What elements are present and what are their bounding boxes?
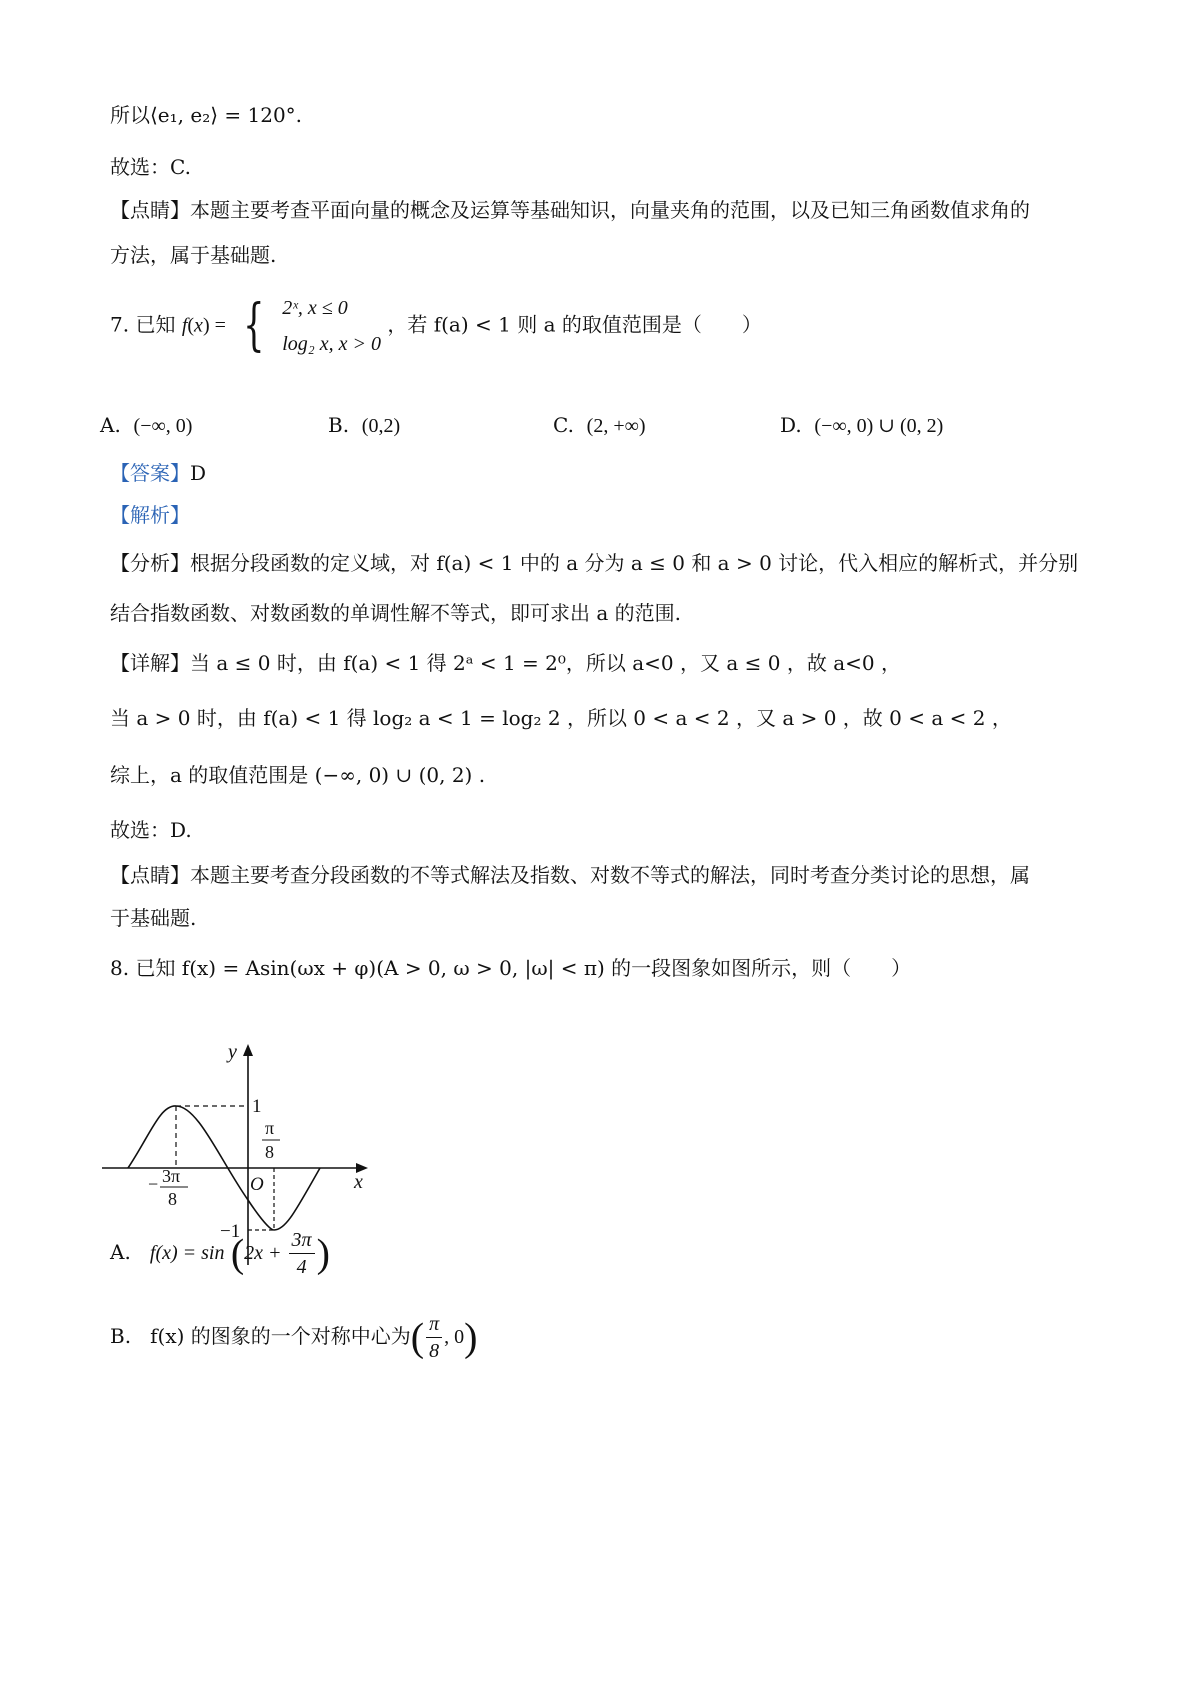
piecewise-cases xyxy=(282,290,381,362)
q7-fenxi-line-1 xyxy=(110,548,1078,578)
q8-stem: 8. 已知 f(x) = Asin(ωx + φ)(A > 0, ω > 0, |ω| < π) 的一段图象如图所示，则（ ） xyxy=(110,956,912,980)
q6-comment-text-1: 本题主要考查平面向量的概念及运算等基础知识，向量夹角的范围，以及已知三角函数值求角的 xyxy=(190,198,1030,222)
q8-option-b-fraction xyxy=(426,1311,442,1364)
q6-comment-line-2: 方法，属于基础题. xyxy=(110,243,277,267)
fenxi-tag: 【分析】 xyxy=(110,551,190,575)
q7-stem-pre: 已知 xyxy=(135,312,176,337)
q6-comment-tag: 【点睛】 xyxy=(110,198,190,222)
option-label: B. xyxy=(328,413,350,437)
q8-option-b-tail: , 0 xyxy=(444,1326,465,1348)
x-neg-label-sign: − xyxy=(148,1174,159,1194)
q7-comment-line-2: 于基础题. xyxy=(110,906,197,930)
fraction-numerator: 3π xyxy=(289,1227,315,1254)
x-pos-label-num: π xyxy=(265,1118,275,1138)
x-neg-label-num: 3π xyxy=(162,1166,181,1186)
q7-detail-line-1 xyxy=(110,648,901,678)
answer-tag: 【答案】 xyxy=(110,461,190,485)
option-label: D. xyxy=(780,413,802,437)
option-text: (−∞, 0) ∪ (0, 2) xyxy=(814,415,944,437)
q8-option-a-pre: f(x) = sin xyxy=(149,1242,225,1264)
q7-number: 7. xyxy=(110,312,130,337)
q6-choose: 故选：C. xyxy=(110,155,191,179)
q8-option-a-fraction xyxy=(289,1227,315,1280)
y-axis-label: y xyxy=(228,1041,237,1063)
q8-option-a-arg: 2x + xyxy=(244,1242,287,1264)
q7-function-name: f xyxy=(181,314,188,337)
q8-option-a-label: A. xyxy=(110,1240,131,1264)
answer-value: D xyxy=(190,461,207,485)
option-label: A. xyxy=(100,413,121,437)
q7-comment-tag: 【点睛】 xyxy=(110,863,190,887)
detail-tag: 【详解】 xyxy=(110,651,190,675)
y-min-label: −1 xyxy=(220,1221,241,1242)
q7-choose: 故选：D. xyxy=(110,818,192,842)
piecewise-case-1: 2ˣ, x ≤ 0 xyxy=(282,297,348,319)
q7-option-a xyxy=(100,410,192,441)
q7-option-b xyxy=(328,410,400,441)
x-pos-label-den: 8 xyxy=(265,1142,274,1162)
q7-comment-line-1 xyxy=(110,860,1030,890)
q6-conclusion xyxy=(110,100,302,130)
q7-detail-line-3: 综上，a 的取值范围是 (−∞, 0) ∪ (0, 2) . xyxy=(110,763,486,787)
q8-option-b: B. f(x) 的图象的一个对称中心为( $\frac{\pi}{8}$ , 0) xyxy=(110,1313,478,1362)
y-max-label: 1 xyxy=(252,1096,262,1117)
fraction-numerator: π xyxy=(426,1311,442,1338)
q6-comment-line-1 xyxy=(110,195,1030,225)
q7-option-d xyxy=(780,410,943,441)
q7-answer xyxy=(110,458,206,488)
origin-label: O xyxy=(250,1174,264,1195)
q8-option-b-label: B. xyxy=(110,1324,132,1348)
q7-option-c xyxy=(553,410,646,441)
x-axis-label: x xyxy=(354,1171,363,1193)
q7-comment-text-1: 本题主要考查分段函数的不等式解法及指数、对数不等式的解法，同时考查分类讨论的思想，属 xyxy=(190,863,1030,887)
option-text: (−∞, 0) xyxy=(133,415,193,437)
analysis-tag: 【解析】 xyxy=(110,503,190,527)
fenxi-text-1: 根据分段函数的定义域，对 f(a) < 1 中的 a 分为 a ≤ 0 和 a > 0 讨论，代入相应的解析式，并分别 xyxy=(190,551,1079,575)
q8-option-a: A. f(x) = sin (2x + $\frac{3\pi}{4}$ ) xyxy=(110,1229,330,1278)
fraction-denominator: 8 xyxy=(429,1340,440,1362)
option-text: (2, +∞) xyxy=(586,415,646,437)
option-text: (0,2) xyxy=(361,415,401,437)
q8-option-b-pre: f(x) 的图象的一个对称中心为 xyxy=(150,1324,411,1348)
x-neg-label-den: 8 xyxy=(168,1189,177,1209)
q7-detail-line-2: 当 a > 0 时，由 f(a) < 1 得 log₂ a < 1 = log₂ 2 ，所以 0 < a < 2 ，又 a > 0 ，故 0 < a < 2 ， xyxy=(110,706,1012,730)
option-label: C. xyxy=(553,413,574,437)
q7-stem-post: ，若 f(a) < 1 则 a 的取值范围是（ ） xyxy=(387,312,762,337)
q6-conclusion-text: 所以⟨e₁, e₂⟩ = 120°. xyxy=(110,103,303,127)
piecewise-case-2: log₂ x, x > 0 xyxy=(282,333,382,355)
q7-stem: 7. 已知 f(x) = { 2ˣ, x ≤ 0 log₂ x, x > 0 ，若 f(a) < 1 则 a 的取值范围是（ ） xyxy=(110,290,762,362)
y-axis-arrow xyxy=(243,1044,253,1056)
piecewise-brace: { xyxy=(243,293,265,358)
fraction-denominator: 4 xyxy=(296,1256,307,1278)
q7-fenxi-line-2: 结合指数函数、对数函数的单调性解不等式，即可求出 a 的范围. xyxy=(110,601,681,625)
detail-text-1: 当 a ≤ 0 时，由 f(a) < 1 得 2ᵃ < 1 = 2⁰，所以 a<0 ，又 a ≤ 0 ，故 a<0 ， xyxy=(190,651,901,675)
